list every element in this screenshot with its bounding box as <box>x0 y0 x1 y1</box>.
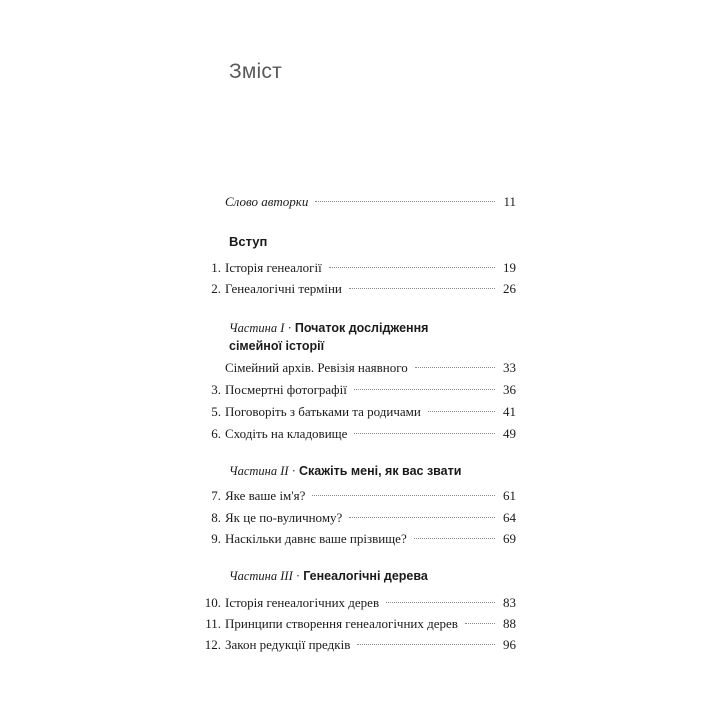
toc-entry-page: 83 <box>503 595 516 610</box>
part-separator: · <box>295 569 301 583</box>
dot-leader <box>312 495 495 496</box>
dot-leader <box>349 517 495 518</box>
toc-entry[interactable] <box>180 507 516 529</box>
toc-entry-page: 61 <box>503 488 516 503</box>
toc-entry[interactable] <box>180 528 516 550</box>
toc-entry-page: 69 <box>503 531 516 546</box>
part-heading-2 <box>229 462 489 480</box>
dot-leader <box>315 201 495 202</box>
part-prefix: Частина ІІ <box>229 464 289 478</box>
toc-entry-page: 11 <box>503 194 516 209</box>
part-prefix: Частина І <box>229 321 285 335</box>
toc-entry-label: Принципи створення генеалогічних дерев <box>225 616 458 631</box>
toc-entry-number: 9. <box>211 531 221 546</box>
toc-entry-page: 26 <box>503 281 516 296</box>
toc-entry-number: 5. <box>211 404 221 419</box>
dot-leader <box>386 602 495 603</box>
toc-entry[interactable] <box>180 613 516 635</box>
dot-leader <box>428 411 495 412</box>
part-title: Початок дослідження сімейної історії <box>229 321 429 353</box>
toc-entry-number: 6. <box>211 426 221 441</box>
toc-entry-label: Посмертні фотографії <box>225 382 347 397</box>
toc-entry-page: 49 <box>503 426 516 441</box>
toc-entry[interactable] <box>180 423 516 445</box>
toc-entry[interactable] <box>180 379 516 401</box>
toc-entry-page: 41 <box>503 404 516 419</box>
toc-entry-number: 10. <box>204 595 221 610</box>
toc-entry-page: 36 <box>503 382 516 397</box>
part-separator: · <box>287 321 292 335</box>
toc-entry-foreword[interactable] <box>180 191 516 213</box>
toc-entry-label: Сходіть на кладовище <box>225 426 348 441</box>
part-prefix: Частина ІІІ <box>229 569 293 583</box>
toc-entry-page: 96 <box>503 637 516 652</box>
toc-entry-label: Історія генеалогії <box>225 260 322 275</box>
dot-leader <box>354 389 495 390</box>
dot-leader <box>349 288 495 289</box>
toc-entry[interactable] <box>180 634 516 656</box>
toc-entry-label: Слово авторки <box>225 194 309 209</box>
toc-entry-number: 1. <box>211 260 221 275</box>
toc-entry-label: Яке ваше ім'я? <box>225 488 306 503</box>
toc-entry[interactable] <box>180 278 516 300</box>
toc-entry-label: Історія генеалогічних дерев <box>225 595 380 610</box>
toc-entry[interactable] <box>180 485 516 507</box>
toc-entry-number: 12. <box>204 637 221 652</box>
dot-leader <box>354 433 495 434</box>
toc-entry-number: 11. <box>205 616 221 631</box>
dot-leader <box>415 367 495 368</box>
toc-entry-label: Поговоріть з батьками та родичами <box>225 404 421 419</box>
toc-entry-label: Як це по-вуличному? <box>225 510 343 525</box>
toc-entry-page: 88 <box>503 616 516 631</box>
part-heading-3 <box>229 567 489 585</box>
toc-entry[interactable] <box>180 357 516 379</box>
toc-entry-label: Закон редукції предків <box>225 637 351 652</box>
dot-leader <box>414 538 495 539</box>
toc-entry-number: 8. <box>211 510 221 525</box>
part-title: Скажіть мені, як вас звати <box>299 464 462 478</box>
toc-entry-number: 7. <box>211 488 221 503</box>
toc-entry[interactable] <box>180 401 516 423</box>
toc-entry-number: 3. <box>211 382 221 397</box>
dot-leader <box>465 623 495 624</box>
toc-entry-page: 33 <box>503 360 516 375</box>
part-title: Генеалогічні дерева <box>303 569 428 583</box>
toc-entry-number: 2. <box>211 281 221 296</box>
toc-entry[interactable] <box>180 592 516 614</box>
dot-leader <box>357 644 495 645</box>
toc-entry-page: 64 <box>503 510 516 525</box>
toc-entry-label: Наскільки давнє ваше прізвище? <box>225 531 407 546</box>
toc-entry[interactable] <box>180 257 516 279</box>
dot-leader <box>329 267 495 268</box>
section-heading-intro: Вступ <box>229 234 268 249</box>
part-separator: · <box>291 464 296 478</box>
toc-entry-label: Сімейний архів. Ревізія наявного <box>225 360 408 375</box>
part-heading-1 <box>229 319 429 355</box>
toc-entry-label: Генеалогічні терміни <box>225 281 342 296</box>
toc-entry-page: 19 <box>503 260 516 275</box>
page-title: Зміст <box>229 60 282 83</box>
